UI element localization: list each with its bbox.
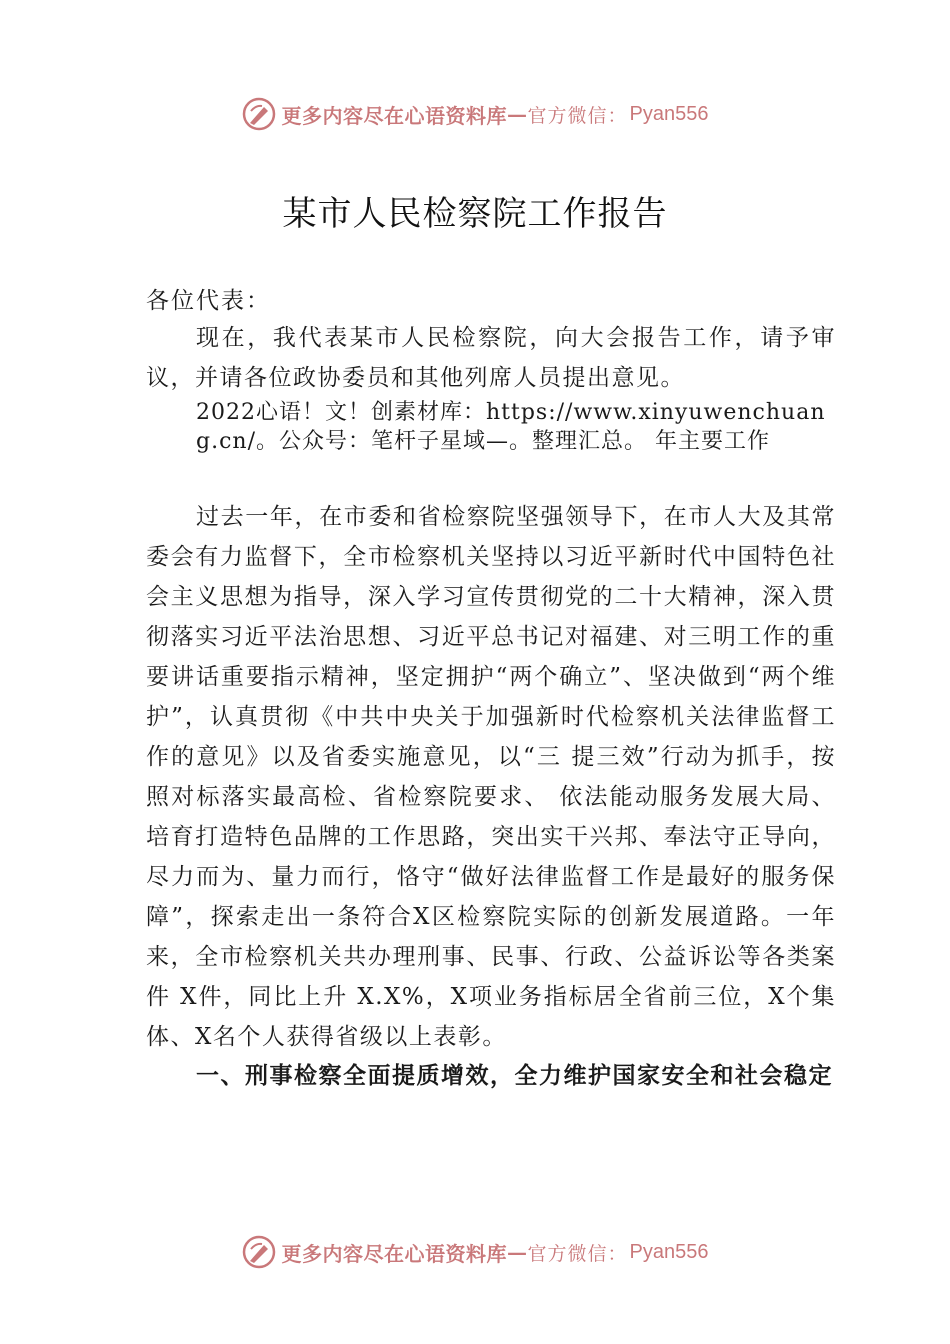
intro-paragraph: 现在，我代表某市人民检察院，向大会报告工作，请予审议，并请各位政协委员和其他列席人员提出意见。	[146, 325, 836, 391]
banner-wechat-label: 官方微信：	[527, 1242, 628, 1265]
banner-wechat-id: Pyan556	[629, 1240, 709, 1263]
salutation: 各位代表：	[146, 288, 271, 314]
source-note: 2022心语！文！创素材库：https://www.xinyuwenchuang.cn/。公众号：笔杆子星域—。整理汇总。 年主要工作	[196, 400, 826, 454]
body-paragraph: 过去一年，在市委和省检察院坚强领导下，在市人大及其常委会有力监督下，全市检察机关坚持以习近平新时代中国特色社会主义思想为指导，深入学习宣传贯彻党的二十大精神，深入贯彻落实习近平法治思想、习近平总书记对福建、对三明工作的重要讲话重要指示精神，坚定拥护“两个确立”、坚决做到“两个维护”，认真贯彻《中共中央关于加强新时代检察机关法律监督工作的意见》以及省委实施意见，以“三 提三效”行动为抓手，按照对标落实最高检、省检察院要求、 依法能动服务发展大局、培育打造特色品牌的工作思路，突出实干兴邦、奉法守正导向，尽力而为、量力而行，恪守“做好法律监督工作是最好的服务保障”，探索走出一条符合X区检察院实际的创新发展道路。一年来，全市检察机关共办理刑事、民事、行政、公益诉讼等各类案件 X件，同比上升 X.X%，X项业务指标居全省前三位，X个集体、X名个人获得省级以上表彰。	[146, 504, 836, 1050]
header-watermark-banner	[0, 94, 950, 134]
banner-slogan: 更多内容尽在心语资料库	[281, 1241, 507, 1266]
footer-watermark-banner	[0, 1232, 950, 1272]
pen-nib-icon	[242, 97, 276, 131]
banner-wechat-label: 官方微信：	[527, 104, 628, 127]
section-heading: 一、刑事检察全面提质增效，全力维护国家安全和社会稳定	[196, 1063, 833, 1089]
document-title: 某市人民检察院工作报告	[282, 194, 668, 234]
banner-wechat-id: Pyan556	[629, 102, 709, 125]
banner-slogan: 更多内容尽在心语资料库	[281, 103, 507, 128]
banner-dash: —	[507, 1240, 528, 1264]
pen-nib-icon	[242, 1235, 276, 1269]
banner-dash: —	[507, 102, 528, 126]
